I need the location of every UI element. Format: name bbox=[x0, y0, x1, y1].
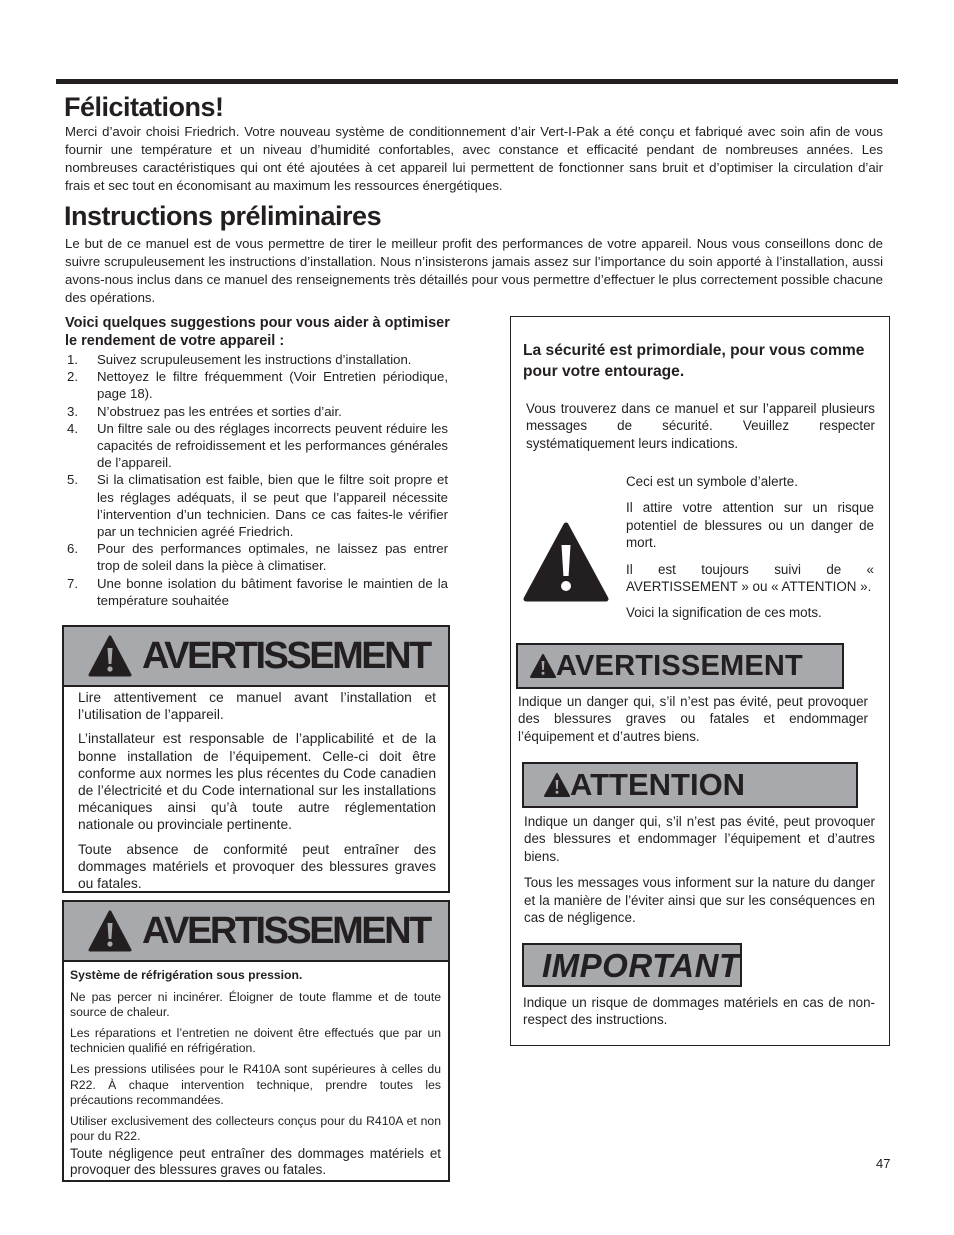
warning-banner bbox=[64, 627, 448, 687]
top-rule bbox=[56, 79, 898, 84]
alert-icon bbox=[88, 910, 132, 952]
safety-title: La sécurité est primordiale, pour vous comme pour votre entourage. bbox=[523, 342, 865, 380]
warning-paragraph: Lire attentivement ce manuel avant l’installation et l’utilisation de l’appareil. bbox=[78, 690, 436, 723]
alert-symbol-icon bbox=[523, 522, 609, 602]
warning-paragraph: Les pressions utilisées pour le R410A sont supérieures à celles du R22. À chaque intervention technique, prendre toutes les précautions recommandées. bbox=[70, 1061, 441, 1108]
list-item: 3. N’obstruez pas les entrées et sorties d’air. bbox=[67, 403, 342, 419]
warning-paragraph: Les réparations et l’entretien ne doivent être effectués que par un technicien qualifié en réfrigération. bbox=[70, 1025, 441, 1056]
warning-paragraph: Ne pas percer ni incinérer. Éloigner de toute flamme et de toute source de chaleur. bbox=[70, 989, 441, 1020]
symbol-line: Voici la signification de ces mots. bbox=[626, 605, 822, 621]
warning-paragraph: Toute absence de conformité peut entraîner des dommages matériels et provoquer des blessures graves ou fatales. bbox=[78, 841, 436, 892]
important-text: Indique un risque de dommages matériels en cas de non-respect des instructions. bbox=[523, 995, 875, 1028]
attention-signal-word bbox=[522, 762, 858, 808]
warning-banner bbox=[64, 902, 448, 962]
warning-box-2 bbox=[62, 900, 450, 1182]
prelim-text: Le but de ce manuel est de vous permettre de tirer le meilleur profit des performances de votre appareil. Nous vous conseillons donc de suivre scrupuleusement les instructions d’installation. Nous n’insisterons jamais assez sur l’importance du soin apporté à l’installation, aussi avons-nous inclus dans ce manuel des renseignements très détaillés pour vous permettre d’effectuer le plus correctement possible chacune des opérations. bbox=[65, 236, 883, 305]
warning-body bbox=[70, 968, 441, 1183]
list-item: 5. Si la climatisation est faible, bien que le filtre soit propre et les réglages adéquats, il se peut que l’appareil nécessite l’intervention d’un technicien. Dans ce cas faites-le vérifier par un technicien agréé Friedrich. bbox=[67, 472, 448, 540]
list-item: 1. Suivez scrupuleusement les instructions d’installation. bbox=[67, 352, 412, 367]
suggestions-list bbox=[63, 351, 448, 609]
important-signal-word bbox=[522, 943, 742, 987]
warning-paragraph: Toute négligence peut entraîner des dommages matériels et provoquer des blessures graves ou fatales. bbox=[70, 1145, 441, 1178]
warning-heading: Système de réfrigération sous pression. bbox=[70, 968, 303, 982]
attention-explanation bbox=[524, 813, 875, 926]
messages-text: Tous les messages vous informent sur la nature du danger et la manière de l’éviter ainsi que sur les conséquences en cas de négligence. bbox=[524, 875, 875, 926]
important-label: IMPORTANT bbox=[542, 947, 740, 984]
warning-paragraph: Utiliser exclusivement des collecteurs conçus pour du R410A et non pour du R22. bbox=[70, 1113, 441, 1144]
list-item: 6. Pour des performances optimales, ne laissez pas entrer trop de soleil dans la pièce à climatiser. bbox=[67, 541, 448, 574]
page-number: 47 bbox=[876, 1156, 891, 1171]
symbol-line: Il attire votre attention sur un risque potentiel de blessures ou un danger de mort. bbox=[626, 500, 874, 551]
warning-paragraph: L’installateur est responsable de l’applicabilité et de la bonne installation de l’équipement. Celle-ci doit être conforme aux normes les plus récentes du Code canadien de l’électricité et du Code international sur les installations mécaniques ainsi qu’à toute autre réglementation nationale ou provinciale pertinente. bbox=[78, 731, 436, 833]
warning-box-1 bbox=[62, 625, 450, 893]
congrats-title: Félicitations! bbox=[64, 92, 224, 122]
alert-icon bbox=[88, 635, 132, 677]
suggestions-title: Voici quelques suggestions pour vous aider à optimiser le rendement de votre appareil : bbox=[65, 315, 450, 349]
avertissement-signal-word bbox=[516, 643, 844, 689]
list-item: 4. Un filtre sale ou des réglages incorrects peuvent réduire les capacités de refroidissement et les performances générales de l’appareil. bbox=[67, 420, 448, 471]
attention-text: Indique un danger qui, s’il n’est pas évité, peut provoquer des blessures et endommager l’équipement et d’autres biens. bbox=[524, 814, 875, 864]
congrats-text: Merci d’avoir choisi Friedrich. Votre nouveau système de conditionnement d’air Vert-I-Pak a été conçu et fabriqué avec soin afin de vous fournir une température et un niveau d’humidité confortables, avec constance et efficacité pendant de nombreuses années. Les nombreuses caractéristiques qui ont été ajoutées à cet appareil lui permettent de fonctionner sans bruit et d’optimiser la circulation d’air frais et sec tout en économisant au maximum les ressources énergétiques. bbox=[65, 124, 883, 193]
alert-icon bbox=[544, 773, 570, 797]
symbol-line: Il est toujours suivi de « AVERTISSEMENT » ou « ATTENTION ». bbox=[626, 561, 874, 595]
safety-box bbox=[510, 316, 890, 1046]
warning-body bbox=[78, 689, 436, 899]
attention-label: ATTENTION bbox=[570, 767, 746, 802]
safety-intro: Vous trouverez dans ce manuel et sur l’appareil plusieurs messages de sécurité. Veuillez respecter systématiquement leurs indications. bbox=[526, 401, 875, 451]
prelim-title: Instructions préliminaires bbox=[64, 201, 382, 231]
warning-label: AVERTISSEMENT bbox=[142, 634, 430, 677]
avertissement-label: AVERTISSEMENT bbox=[556, 649, 803, 682]
warning-label: AVERTISSEMENT bbox=[142, 909, 430, 952]
avertissement-text: Indique un danger qui, s’il n’est pas évité, peut provoquer des blessures graves ou fatales et endommager l’équipement et d’autres biens. bbox=[518, 694, 868, 744]
list-item: 2. Nettoyez le filtre fréquemment (Voir Entretien périodique, page 18). bbox=[67, 369, 448, 402]
list-item: 7. Une bonne isolation du bâtiment favorise le maintien de la température souhaitée bbox=[67, 575, 448, 608]
symbol-line: Ceci est un symbole d’alerte. bbox=[626, 474, 798, 489]
alert-symbol-explanation bbox=[626, 473, 874, 622]
alert-icon bbox=[530, 654, 556, 678]
